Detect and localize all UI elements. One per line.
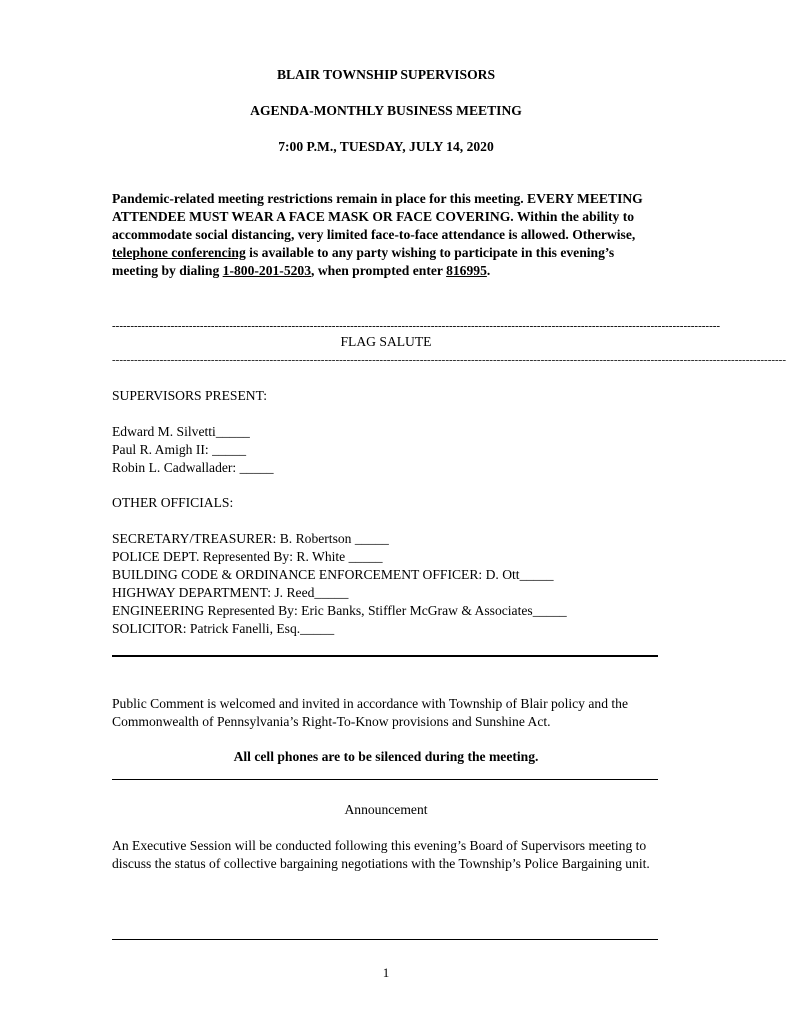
public-comment-paragraph: Public Comment is welcomed and invited in accordance with Township of Blair policy and the Commonwealth of Pennsylvania’s Right-To-Know provisions and Sunshine Act. [112, 696, 629, 729]
telephone-conferencing-link[interactable]: telephone conferencing [112, 245, 246, 260]
notice-text-4: . [486, 263, 491, 278]
official-line: POLICE DEPT. Represented By: R. White _____ [112, 549, 383, 564]
section-rule [112, 779, 658, 780]
supervisors-heading: SUPERVISORS PRESENT: [112, 388, 267, 403]
official-line: HIGHWAY DEPARTMENT: J. Reed_____ [112, 585, 349, 600]
official-line: ENGINEERING Represented By: Eric Banks, Stiffler McGraw & Associates_____ [112, 603, 567, 618]
page-number: 1 [382, 965, 390, 980]
supervisor-line: Paul R. Amigh II: _____ [112, 442, 247, 457]
supervisor-line: Edward M. Silvetti_____ [112, 424, 250, 439]
notice-text-2: is available to any party wishing to participate in this evening’s meeting by dialing [112, 245, 615, 278]
dial-in-phone-number[interactable]: 1-800-201-5203 [222, 263, 312, 278]
official-line: SECRETARY/TREASURER: B. Robertson _____ [112, 531, 389, 546]
notice-text-3: , when prompted enter [311, 263, 447, 278]
cell-phones-notice: All cell phones are to be silenced during the meeting. [233, 749, 539, 764]
agenda-title: AGENDA-MONTHLY BUSINESS MEETING [250, 103, 522, 118]
meeting-datetime: 7:00 P.M., TUESDAY, JULY 14, 2020 [278, 139, 494, 154]
pandemic-notice [112, 190, 660, 280]
supervisor-line: Robin L. Cadwallader: _____ [112, 460, 274, 475]
official-line: BUILDING CODE & ORDINANCE ENFORCEMENT OFFICER: D. Ott_____ [112, 567, 554, 582]
officials-heading: OTHER OFFICIALS: [112, 495, 234, 510]
document-page [112, 0, 786, 1024]
notice-text-1: Pandemic-related meeting restrictions remain in place for this meeting. EVERY MEETING ATTENDEE MUST WEAR A FACE MASK OR FACE COVERING. Within the ability to accommodate social distancing, very limited face-to-face attendance is allowed. Otherwise, [112, 191, 643, 242]
access-code: 816995 [446, 263, 487, 278]
footer-rule [112, 939, 658, 940]
flag-salute-heading: FLAG SALUTE [340, 334, 432, 349]
dashed-divider-bottom: ---------------------------------------------------------------------------------------------------------------------------------------------------------------------------------------- [112, 354, 786, 366]
section-rule-thick [112, 655, 658, 657]
dashed-divider-top: ---------------------------------------------------------------------------------------------------------------------------------------------------------------------- [112, 320, 721, 332]
announcement-paragraph: An Executive Session will be conducted following this evening’s Board of Supervisors meeting to discuss the status of collective bargaining negotiations with the Township’s Police Bargaining unit. [112, 838, 650, 871]
official-line: SOLICITOR: Patrick Fanelli, Esq._____ [112, 621, 335, 636]
org-title: BLAIR TOWNSHIP SUPERVISORS [276, 67, 496, 82]
announcement-heading: Announcement [344, 802, 428, 817]
